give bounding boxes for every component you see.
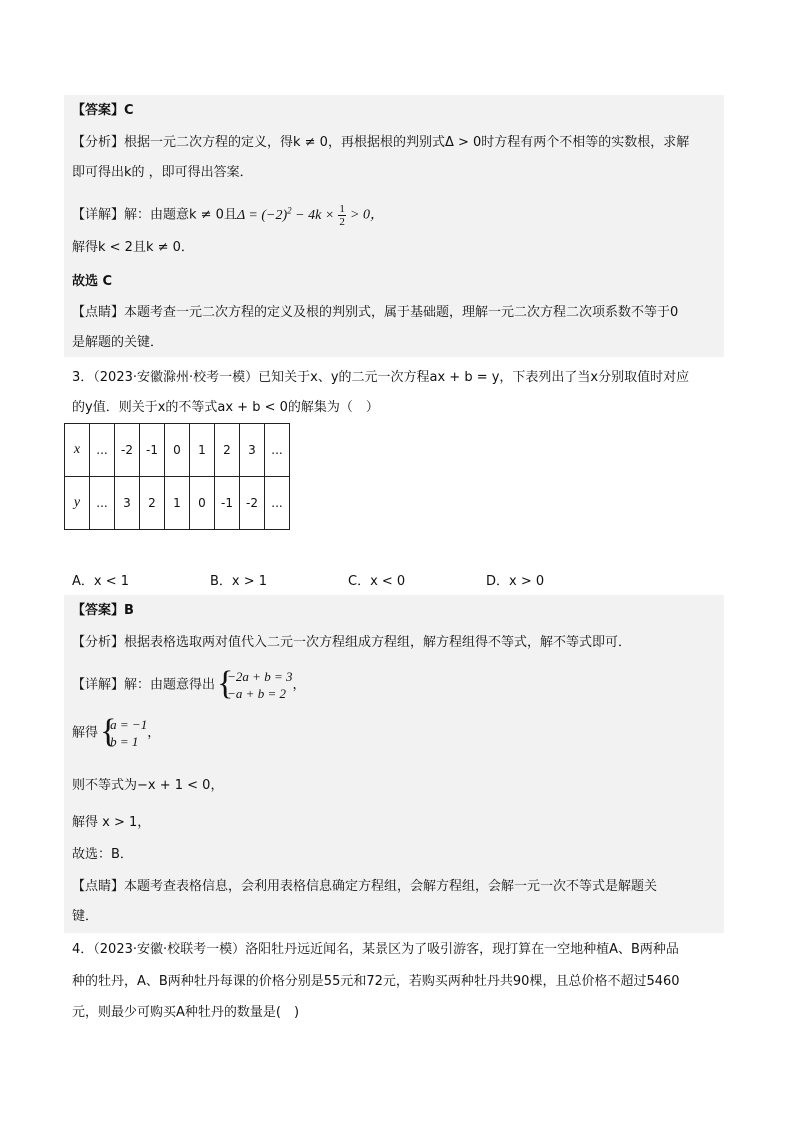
table-header-y: y xyxy=(65,477,90,530)
system-1-tail: ， xyxy=(292,677,306,693)
solve-line-2 xyxy=(72,713,161,751)
discriminant-tail: > 0， xyxy=(350,207,384,223)
comment-line-1: 【点睛】本题考查一元二次方程的定义及根的判别式，属于基础题，理解一元二次方程二次项系数不等于0 xyxy=(72,305,679,320)
table-cell: 3 xyxy=(240,424,265,477)
table-cell: ... xyxy=(265,477,290,530)
solve-line-1: 解得k < 2且k ≠ 0． xyxy=(72,240,194,255)
comment-line-3: 【点睛】本题考查表格信息，会利用表格信息确定方程组，会解方程组，会解一元一次不等式是解题关 xyxy=(72,879,658,894)
equation-row: −a + b = 2 xyxy=(227,686,286,701)
table-cell: 2 xyxy=(215,424,240,477)
fraction-one-half: $\frac{1}{2}$ xyxy=(339,202,345,228)
equation-row: a = −1 xyxy=(110,717,148,732)
table-cell: 0 xyxy=(165,424,190,477)
left-brace-icon: { xyxy=(100,713,117,750)
detail-label: 【详解】解：由题意k ≠ 0且 xyxy=(72,207,237,223)
choose-line-2: 故选：B． xyxy=(72,847,133,862)
detail-line-1 xyxy=(72,200,384,228)
q3-stem-line-1: 3．（2023·安徽滁州·校考一模）已知关于x、y的二元一次方程ax + b = y，下表列出了当x分别取值时对应 xyxy=(72,370,690,385)
table-cell: -1 xyxy=(215,477,240,530)
table-row-x xyxy=(65,424,290,477)
table-cell: -2 xyxy=(115,424,140,477)
option-a: A．x < 1 xyxy=(72,574,130,589)
equation-row: b = 1 xyxy=(110,734,139,749)
option-c: C．x < 0 xyxy=(348,574,406,589)
equation-system-2 xyxy=(100,713,148,750)
solve-line-3: 解得 x > 1， xyxy=(72,815,151,830)
table-cell: ... xyxy=(90,477,115,530)
analysis-line-1: 【分析】根据一元二次方程的定义，得k ≠ 0，再根据根的判别式Δ > 0时方程有两个不相等的实数根，求解 xyxy=(72,135,690,150)
inequality-line: 则不等式为−x + 1 < 0， xyxy=(72,778,224,793)
table-cell: 1 xyxy=(165,477,190,530)
comment-line-4: 键． xyxy=(72,909,99,924)
detail-label-2: 【详解】解：由题意得出 xyxy=(72,677,216,693)
table-cell: ... xyxy=(265,424,290,477)
table-cell: 3 xyxy=(115,477,140,530)
table-cell: 0 xyxy=(190,477,215,530)
answer-line-2: 【答案】B xyxy=(72,603,134,618)
table-header-x: x xyxy=(65,424,90,477)
q4-line-2: 种的牡丹，A、B两种牡丹每课的价格分别是55元和72元，若购买两种牡丹共90棵，且总价格不超过5460 xyxy=(72,974,680,989)
q3-stem-line-2: 的y值．则关于x的不等式ax + b < 0的解集为（ ） xyxy=(72,400,379,415)
discriminant-expr: $\Delta = (-2)^2 - 4k$ × xyxy=(236,205,335,223)
xy-value-table xyxy=(64,423,290,530)
comment-line-2: 是解题的关键． xyxy=(72,335,164,350)
choose-line-1: 故选 C xyxy=(72,274,113,289)
q4-line-3: 元，则最少可购买A种牡丹的数量是( ) xyxy=(72,1005,300,1020)
table-cell: 1 xyxy=(190,424,215,477)
table-cell: -2 xyxy=(240,477,265,530)
table-cell: ... xyxy=(90,424,115,477)
q4-line-1: 4．（2023·安徽·校联考一模）洛阳牡丹远近闻名，某景区为了吸引游客，现打算在一空地种植A、B两种品 xyxy=(72,942,679,957)
detail-line-2 xyxy=(72,665,306,703)
equation-system-1 xyxy=(217,665,293,702)
option-b: B．x > 1 xyxy=(210,574,268,589)
solve-label: 解得 xyxy=(72,725,99,741)
option-d: D．x > 0 xyxy=(486,574,545,589)
left-brace-icon: { xyxy=(217,665,234,702)
equation-row: −2a + b = 3 xyxy=(227,669,293,684)
analysis-line-3: 【分析】根据表格选取两对值代入二元一次方程组成方程组，解方程组得不等式，解不等式即可． xyxy=(72,635,632,650)
system-2-tail: ， xyxy=(147,725,161,741)
table-cell: 2 xyxy=(140,477,165,530)
table-cell: -1 xyxy=(140,424,165,477)
analysis-line-2: 即可得出k的 ，即可得出答案． xyxy=(72,165,253,180)
table-row-y xyxy=(65,477,290,530)
answer-line-1: 【答案】C xyxy=(72,103,134,118)
